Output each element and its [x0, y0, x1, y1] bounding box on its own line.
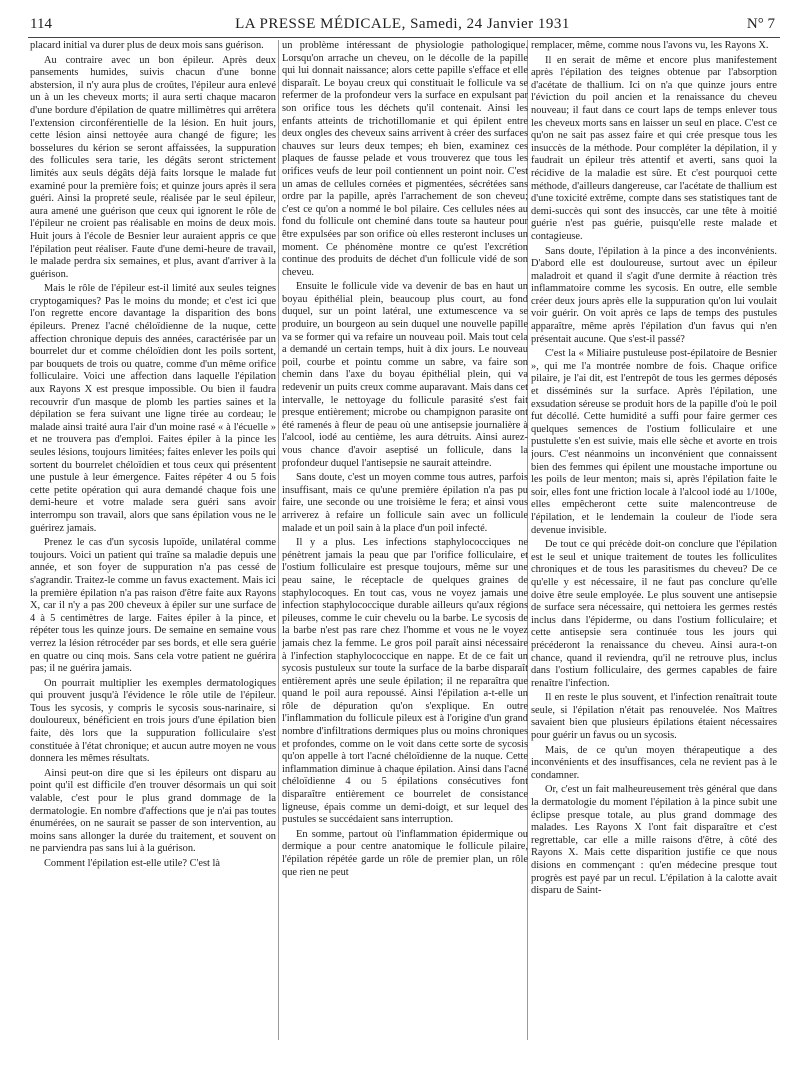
header-rule — [28, 37, 780, 38]
paragraph: Au contraire avec un bon épileur. Après deux pansements humides, suivis chacun d'une bonne abstersion, il n'y aura plus de croûtes, l'épileur aura enlevé un à un les cheveux morts; il aura serti chaque macaron d'une bordure d'épilation de quatre millimètres qui arrêtera l'extension circonférentielle de la lésion. En huit jours, cette lésion ainsi nettoyée aura changé de figure; les bosselures du kérion se seront affaissées, la suppuration des follicules sera tarie, les dégâts seront strictement limités aux seuls dégâts déjà faits lorsque le malade fut examiné pour la première fois; et quinze jours après il sera guéri. Ainsi la propreté seule, réalisée par le seul épileur, aura amené une guérison que ceux qui ignorent le rôle de l'épileur ne croient pas réalisable en moins de deux mois. Huit jours à l'école de Besnier leur auraient appris ce que l'épilation peut réaliser. Faute d'une demi-heure de travail, le malade perdra six semaines, et plus, avant d'arriver à la guérison. — [30, 54, 276, 280]
paragraph: Il en reste le plus souvent, et l'infection renaîtrait toute seule, si l'épilation n'était pas renouvelée. Nos Maîtres savaient bien que plusieurs épilations étaient nécessaires pour guérir un favus ou un sycosis. — [531, 692, 777, 742]
paragraph: Mais, de ce qu'un moyen thérapeutique a des inconvénients et des insuffisances, cela ne revient pas à le condamner. — [531, 744, 777, 781]
paragraph: Ensuite le follicule vide va devenir de bas en haut un boyau épithélial plein, beaucoup plus court, au fond duquel, sur un point latéral, une extumescence va se produire, un bourgeon au sein duquel une nouvelle papille va se former qui va refaire un nouveau poil. Mais tout cela a demandé un certain temps, huit à dix jours. Le nouveau poil, courbe et pointu comme un sabre, va faire son chemin dans l'axe du boyau épithélial plein, qui va redevenir un puits creux comme auparavant. Mais dans cet intervalle, le nettoyage du follicule parasité s'est fait presque entièrement; microbe ou champignon parasite ont été ramenés à fleur de peau où une antisepsie journalière à l'alcool, iodé au centième, les aura détruits. Ainsi aurez-vous chance d'avoir aseptisé un follicule, dans la profondeur duquel l'antisepsie ne saurait atteindre. — [282, 281, 528, 469]
paragraph: Il en serait de même et encore plus manifestement après l'épilation des teignes obtenue par l'absorption d'acétate de thallium. Ici on n'a que quinze jours entre l'éviction du poil ancien et la renaissance du cheveu nouveau; il faut dans ce court laps de temps enlever tous les cheveux morts sans en laisser un seul en place. C'est ce qu'on ne sait pas assez faire et qui crée presque tous les insuccès de la méthode. Pour compléter la dépilation, il y faudrait un épileur très attentif et averti, sans quoi la récidive de la maladie est sûre. Et c'est pourquoi cette méthode, d'ailleurs dangereuse, car l'acétate de thallium est d'une toxicité extrême, compte dans ses statistiques tant de demi-succès qui sont des insuccès, car une tête à moitié guérie n'est pas guérie, puisqu'elle reste malade et contagieuse. — [531, 54, 777, 242]
paragraph: placard initial va durer plus de deux mois sans guérison. — [30, 40, 264, 51]
column-2 — [282, 40, 528, 1040]
paragraph: Comment l'épilation est-elle utile? C'est là — [44, 858, 221, 869]
paragraph: remplacer, même, comme nous l'avons vu, les Rayons X. — [531, 40, 769, 51]
paragraph: Il y a plus. Les infections staphylococciques ne pénètrent jamais la peau que par l'orifice folliculaire, et l'ostium folliculaire est presque toujours, même sur une peau saine, le réceptacle de quelques graines de staphylocoques. En tout cas, vous ne voyez jamais une infection staphylococcique durable ailleurs qu'aux régions pileuses, comme le cuir chevelu ou la barbe. Le sycosis de la barbe n'est pas rare chez l'homme et vous ne le voyez jamais chez la femme. Le gros poil paraît ainsi nécessaire à l'infection staphylococcique en nappe. Et de ce fait un sycosis pustuleux sur toute la surface de la barbe disparaît entièrement après une seule épilation; il ne reparaîtra que quand le poil aura repoussé. Ainsi l'épilation a-t-elle un rôle de dépuration qu'on s'explique. En outre l'inflammation du follicule pileux est à l'origine d'un grand nombre d'infiltrations dermiques plus ou moins chroniques et profondes, comme on le voit dans cette sorte de sycosis qu'on appelle à tort l'acné chéloïdienne de la nuque. Cette inflammation diminue à chaque épilation. Ainsi dans l'acné chéloïdienne 4 ou 5 épilations consécutives font disparaître entièrement ce bourrelet de consistance ligneuse, épais comme un demi-doigt, et sur lequel des pustules se succédaient sans interruption. — [282, 537, 528, 826]
paragraph: Mais le rôle de l'épileur est-il limité aux seules teignes cryptogamiques? Pas le moins du monde; et c'est ici que l'on regrette encore davantage la disparition des bons épileurs. Prenez l'acné chéloïdienne de la nuque, cette affection chronique depuis des années, caractérisée par un bourrelet dur et comme chéloïdien dont les poils sortent, par bouquets de trois ou quatre, comme d'un même orifice folliculaire. Voici une affection dans laquelle l'épilation aux Rayons X est presque impossible. Ou bien il faudra recouvrir d'un masque de plomb les parties saines et la dépilation se fera suivant une ligne tirée au cordeau; le malade ainsi traité aura l'air d'un moine rasé « à l'écuelle » et ne trouvera pas d'emploi. Faites épiler à la pince les seules lésions, toujours limitées; faites enlever les poils qui sortent du bourrelet chéloïdien et tous ceux qui présentent une pustule à leur émergence. Faites répéter 4 ou 5 fois cette petite opération qui aura demandé chaque fois une demi-heure et votre malade sera guéri sans avoir interrompu son travail, alors que sans épilation vous ne le guérirez jamais. — [30, 283, 276, 534]
page-number: 114 — [30, 16, 52, 32]
issue-number: N° 7 — [746, 16, 775, 32]
journal-title: LA PRESSE MÉDICALE, Samedi, 24 Janvier 1931 — [235, 16, 570, 32]
paragraph: Prenez le cas d'un sycosis lupoïde, unilatéral comme toujours. Voici un patient qui traîne sa maladie depuis une année, et son foyer de suppuration n'a pas cessé de s'agrandir. Traitez-le comme un favus exactement. Mais ici la première épilation n'a pas raison d'être faite aux Rayons X, car il n'y a pas 200 cheveux à épiler sur une surface de 4 à 5 centimètres de large. Faites épiler à la pince, et répéter tous les quinze jours. De semaine en semaine vous verrez la lésion rétrocéder par ses bords, et elle sera guérie en quatre ou cinq mois. Sans cela votre patient ne guérira pas; il ne guérira jamais. — [30, 537, 276, 675]
paragraph: Sans doute, c'est un moyen comme tous autres, parfois insuffisant, mais ce qu'une première épilation n'a pas pu faire, une seconde ou une troisième le fera; et ainsi vous arriverez à refaire un follicule sain avec un follicule malade et un poil sain à la place d'un poil infecté. — [282, 472, 528, 534]
paragraph: En somme, partout où l'inflammation épidermique ou dermique a pour centre anatomique le follicule pilaire, l'épilation répétée garde un rôle de premier plan, un rôle que rien ne peut — [282, 828, 528, 878]
paragraph: On pourrait multiplier les exemples dermatologiques qui prouvent jusqu'à l'évidence le rôle utile de l'épileur. Tous les sycosis, y compris le sycosis sous-narinaire, si douloureux, bénéficient en trois jours d'une épilation bien faite, dès lors que la suppuration folliculaire s'est constituée à l'état chronique; et aucun autre moyen ne vous donnera les mêmes résultats. — [30, 677, 276, 765]
paragraph: un problème intéressant de physiologie pathologique. Lorsqu'on arrache un cheveu, on le décolle de la papille qui lui donnait naissance; alors cette papille s'efface et elle disparaît. Le boyau creux qui constituait le follicule va se refermer de la profondeur vers la surface en expulsant par son orifice tous les déchets qu'il contenait. Ainsi les enfants atteints de trichotillomanie et qui épilent entre deux ongles des cheveux sains arrivent à créer des surfaces chauves sur leurs deux tempes; eh bien, examinez ces plaques de fausse pelade et vous trouverez que tous les orifices veufs de leur poil contiennent un point noir. C'est un amas de cellules cornées et pigmentées, sécrétées sans ordre par la papille, après l'arrachement de son cheveu; c'est ce qu'on a nommé le bol pilaire. Ces cellules nées au fond du follicule ont cheminé dans toute sa hauteur pour être expulsées par son orifice où elles resteront incluses un moment. Ce phénomène montre ce qu'est l'excrétion continue des produits de déchet d'un follicule vidé de son cheveu. — [282, 40, 528, 278]
paragraph: De tout ce qui précède doit-on conclure que l'épilation est le seul et unique traitement de toutes les folliculites chroniques et de tous les parasitismes du cheveu? De ce qu'elle y est nécessaire, il ne faut pas conclure qu'elle doive être seule employée. Le plus souvent une antisepsie de surface sera nécessaire, qui nettoiera les germes restés inclus dans l'épiderme, ou dans l'ostium folliculaire; et cette antisepsie sera continuée tous les jours qui précéderont la renaissance du cheveu. Ainsi aura-t-on chance, quand il reviendra, qu'il ne retrouve plus, inclus dans l'ostium folliculaire, des germes capables de faire renaître l'infection. — [531, 539, 777, 689]
paragraph: Or, c'est un fait malheureusement très général que dans la dermatologie du moment l'épilation à la pince subit une éclipse presque totale, au plus grand dommage des malades. Les Rayons X l'ont fait disparaître et c'est regrettable, car elle a mille raisons d'être, à côté des Rayons X. Mais cette disparition justifie ce que nous disions en commençant : qu'en médecine presque tout progrès est payé par un recul. L'épilation à la calotte avait disparu de Saint- — [531, 784, 777, 897]
page-header — [30, 14, 775, 36]
paragraph: C'est la « Miliaire pustuleuse post-épilatoire de Besnier », qui me l'a montrée nombre de fois. Chaque orifice pilaire, je l'ai dit, est l'entrepôt de tous les germes déposés et disséminés sur la surface. Après l'épilation, une exsudation séreuse se produit hors de la papille d'où le poil fut décollé. Cette humidité a suffi pour faire germer ces quelques semences de l'ostium folliculaire et une pustulette s'en est suivie, mais elle sèche et avorte en trois jours. C'est néanmoins un inconvénient que connaissent bien des femmes qui épilent une moustache importune ou les poils de leur menton; mais si, après l'épilation faite le soir, elles font une friction locale à l'alcool iodé au 1/100e, elles empêcheront cette suite malencontreuse de l'épilation, et le lendemain la couleur de l'iode sera devenue invisible. — [531, 348, 777, 536]
column-3 — [531, 40, 777, 1040]
column-divider — [278, 40, 279, 1040]
column-1 — [30, 40, 276, 1040]
paragraph: Sans doute, l'épilation à la pince a des inconvénients. D'abord elle est douloureuse, surtout avec un épileur maladroit et quand il s'agit d'une dermite à réaction très inflammatoire comme les sycosis. En outre, elle semble créer deux jours après elle la suppuration qu'on lui voulait voir guérir. On voit après ce laps de temps des pustules apparaître, même après l'épilation d'un favus qui n'en présentait aucune. Que s'est-il passé? — [531, 245, 777, 345]
paragraph: Ainsi peut-on dire que si les épileurs ont disparu au point qu'il est difficile d'en trouver désormais un qui soit valable, c'est pour le plus grand dommage de la dermatologie. En nombre d'affections que je n'ai pas toutes énumérées, on ne saurait se passer de son intervention, au moins sans allonger la durée du traitement, et souvent on ne parviendra pas sans lui à la guérison. — [30, 767, 276, 855]
